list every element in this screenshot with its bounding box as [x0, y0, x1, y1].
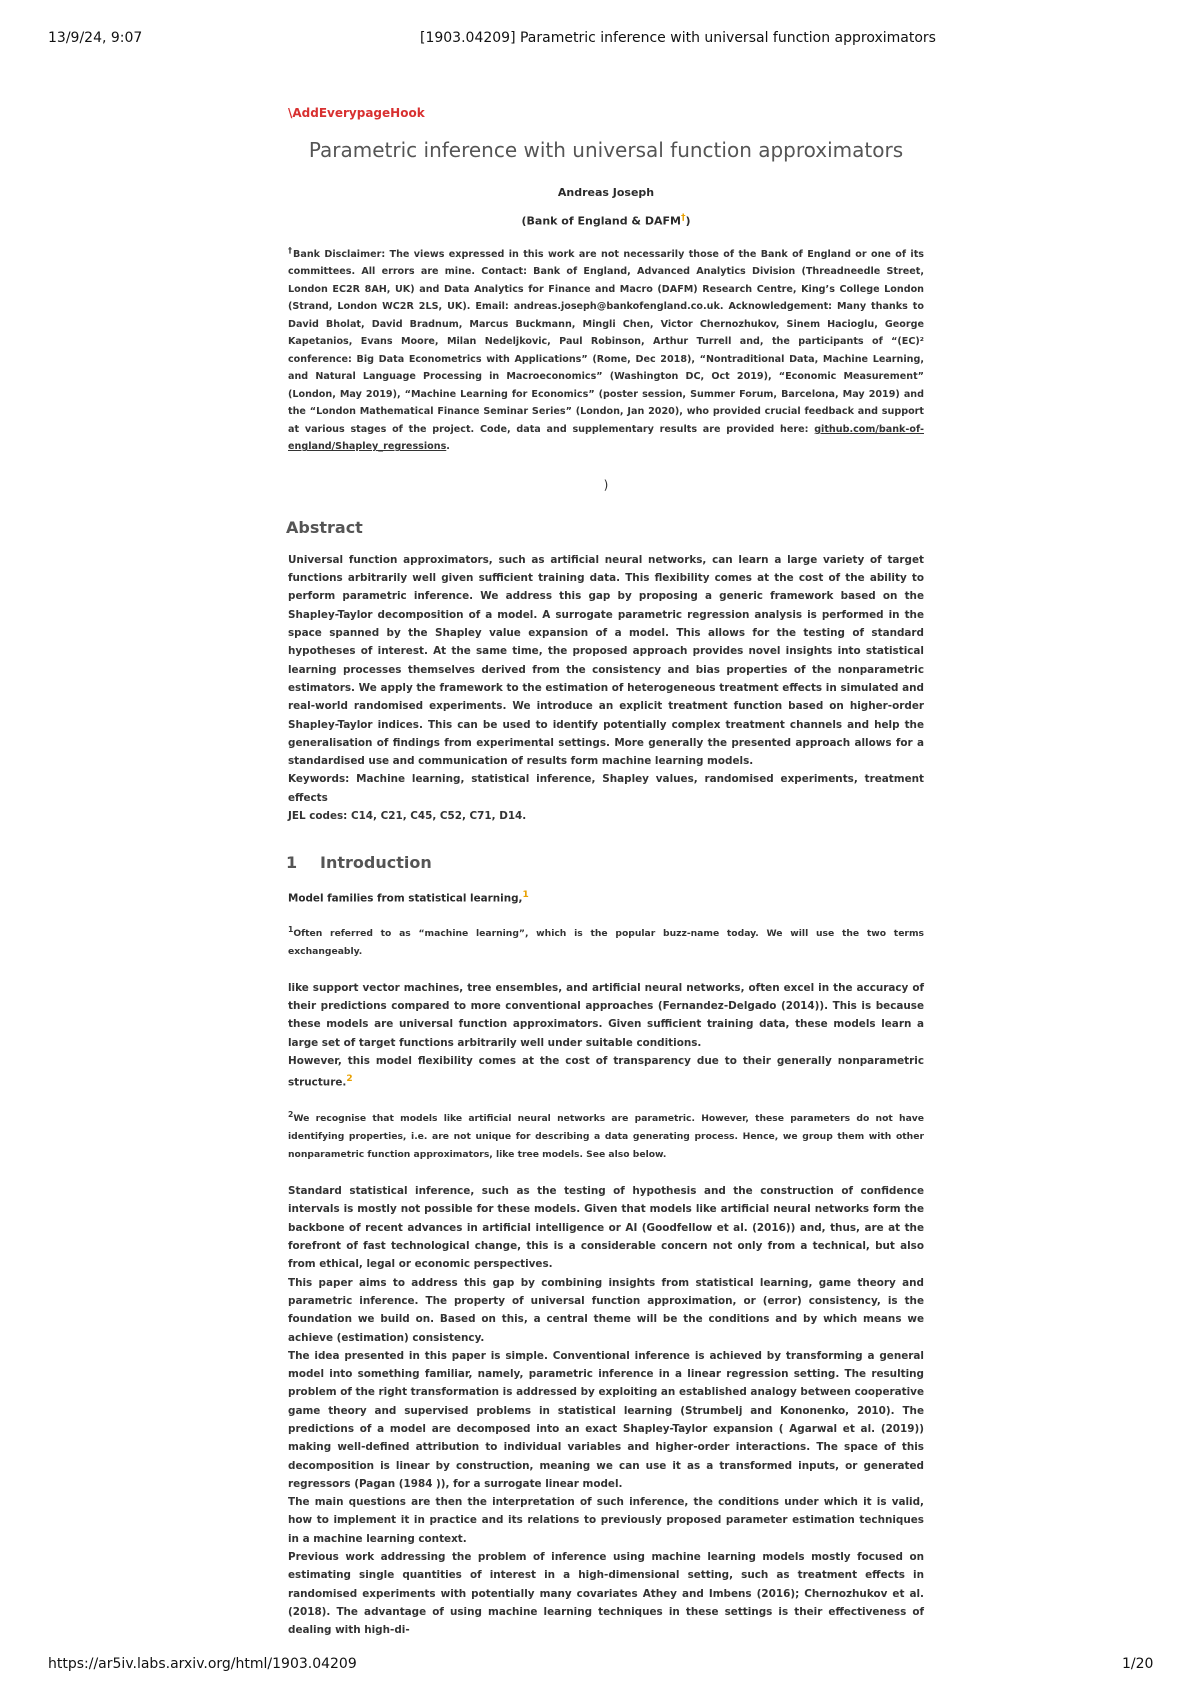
abstract-heading: Abstract: [286, 517, 363, 537]
paragraph: Standard statistical inference, such as the testing of hypothesis and the construction of confidence intervals is mostly not possible for these models. Given that models like artificial neural networks form the backbone of recent advances in artificial intelligence or AI (Goodfellow et al. (2016)) and, thus, are at the forefront of fast technological change, this is a considerable concern not only from a technical, but also from ethical, legal or economic perspectives.: [288, 1185, 924, 1271]
github-link[interactable]: github.com/bank-of-england/Shapley_regressions: [288, 423, 924, 453]
abstract-block: [288, 551, 924, 825]
print-url: https://ar5iv.labs.arxiv.org/html/1903.04209: [48, 1656, 357, 1672]
paragraph: The idea presented in this paper is simple. Conventional inference is achieved by transforming a general model into something familiar, namely, parametric inference in a linear regression setting. The resulting problem of the right transformation is addressed by exploiting an established analogy between cooperative game theory and supervised problems in statistical learning (Strumbelj and Kononenko, 2010). The predictions of a model are decomposed into an exact Shapley-Taylor expansion ( Agarwal et al. (2019)) making well-defined attribution to individual variables and higher-order interactions. The space of this decomposition is linear by construction, meaning we can use it as a transformed inputs, or generated regressors (Pagan (1984 )), for a surrogate linear model.: [288, 1349, 924, 1490]
footnote-1-marker[interactable]: 1: [522, 890, 529, 901]
latex-hook-text: \AddEverypageHook: [288, 106, 425, 120]
runin-paragraph: Model families from statistical learning,$^1$: [288, 890, 529, 905]
footnote-marker[interactable]: †: [680, 213, 686, 223]
print-page-count: 1/20: [1122, 1656, 1154, 1672]
footnote-1: $^1$Often referred to as “machine learning”, which is the popular buzz-name today. We will use the two terms exchangeably.: [288, 924, 924, 957]
author-footnote: †Bank Disclaimer: The views expressed in this work are not necessarily those of the Bank of England or one of its committees. All errors are mine. Contact: Bank of England, Advanced Analytics Division (Threadneedle Street, London EC2R 8AH, UK) and Data Analytics for Finance and Macro (DAFM) Research Centre, King’s College London (Strand, London WC2R 2LS, UK). Email: andreas.joseph@bankofengland.co.uk. Acknowledgement: Many thanks to David Bholat, David Bradnum, Marcus Buckmann, Mingli Chen, Victor Chernozhukov, Sinem Hacioglu, George Kapetanios, Evans Moore, Milan Nedeljkovic, Paul Robinson, Arthur Turrell and, the participants of “(EC)² conference: Big Data Econometrics with Applications” (Rome, Dec 2018), “Nontraditional Data, Machine Learning, and Natural Language Processing in Macroeconomics” (Washington DC, Oct 2019), “Economic Measurement” (London, May 2019), “Machine Learning for Economics” (poster session, Summer Forum, Barcelona, May 2019) and the “London Mathematical Finance Seminar Series” (London, Jan 2020), who provided crucial feedback and support at various stages of the project. Code, data and supplementary results are provided here: github.com/bank-of-england/Shapley_regressions.: [288, 245, 924, 453]
paragraph: This paper aims to address this gap by combining insights from statistical learning, game theory and parametric inference. The property of universal function approximation, or (error) consistency, is the foundation we build on. Based on this, a central theme will be the conditions and by which means we achieve (estimation) consistency.: [288, 1276, 924, 1344]
article: [288, 100, 924, 1640]
print-datetime: 13/9/24, 9:07: [48, 30, 143, 46]
paragraph: Previous work addressing the problem of inference using machine learning models mostly focused on estimating single quantities of interest in a high-dimensional setting, such as treatment effects in randomised experiments with potentially many covariates Athey and Imbens (2016); Chernozhukov et al. (2018). The advantage of using machine learning techniques in these settings is their effectiveness of dealing with high-di-: [288, 1551, 924, 1637]
abstract-text: Universal function approximators, such as artificial neural networks, can learn a large variety of target functions arbitrarily well given sufficient training data. This flexibility comes at the cost of the ability to perform parametric inference. We address this gap by proposing a generic framework based on the Shapley-Taylor decomposition of a model. A surrogate parametric regression analysis is performed in the space spanned by the Shapley value expansion of a model. This allows for the testing of standard hypotheses of interest. At the same time, the proposed approach provides novel insights into statistical learning processes themselves derived from the consistency and bias properties of the nonparametric estimators. We apply the framework to the estimation of heterogeneous treatment effects in simulated and real-world randomised experiments. We introduce an explicit treatment function based on higher-order Shapley-Taylor indices. This can be used to identify potentially complex treatment channels and help the generalisation of findings from experimental settings. More generally the presented approach allows for a standardised use and communication of results form machine learning models.: [288, 553, 924, 768]
jel-codes: JEL codes: C14, C21, C45, C52, C71, D14.: [288, 810, 527, 822]
author: Andreas Joseph: [557, 186, 655, 199]
paragraph: However, this model flexibility comes at the cost of transparency due to their generally nonparametric structure.$^2$: [288, 1055, 924, 1089]
footnote-2-marker[interactable]: 2: [346, 1074, 353, 1085]
section-heading-introduction: 1 Introduction: [286, 853, 432, 873]
intro-body: [288, 979, 924, 1092]
footnote-2: $^2$We recognise that models like artificial neural networks are parametric. However, these parameters do not have identifying properties, i.e. are not unique for describing a data generating process. Hence, we group them with other nonparametric function approximators, like tree models. See also below.: [288, 1110, 924, 1161]
affiliation: (Bank of England & DAFM†): [521, 213, 691, 228]
paragraph: like support vector machines, tree ensembles, and artificial neural networks, often excel in the accuracy of their predictions compared to more conventional approaches (Fernandez-Delgado (2014)). This is because these models are universal function approximators. Given sufficient training data, these models learn a large set of target functions arbitrarily well under suitable conditions.: [288, 981, 924, 1049]
stray-paren: ): [603, 477, 609, 492]
paper-title: Parametric inference with universal function approximators: [308, 138, 904, 162]
paragraph: The main questions are then the interpretation of such inference, the conditions under which it is valid, how to implement it in practice and its relations to previously proposed parameter estimation techniques in a machine learning context.: [288, 1496, 924, 1545]
print-page-title: [1903.04209] Parametric inference with universal function approximators: [420, 30, 936, 46]
intro-body-continued: [288, 1182, 924, 1639]
keywords: Keywords: Machine learning, statistical inference, Shapley values, randomised experiments, treatment effects: [288, 773, 924, 804]
